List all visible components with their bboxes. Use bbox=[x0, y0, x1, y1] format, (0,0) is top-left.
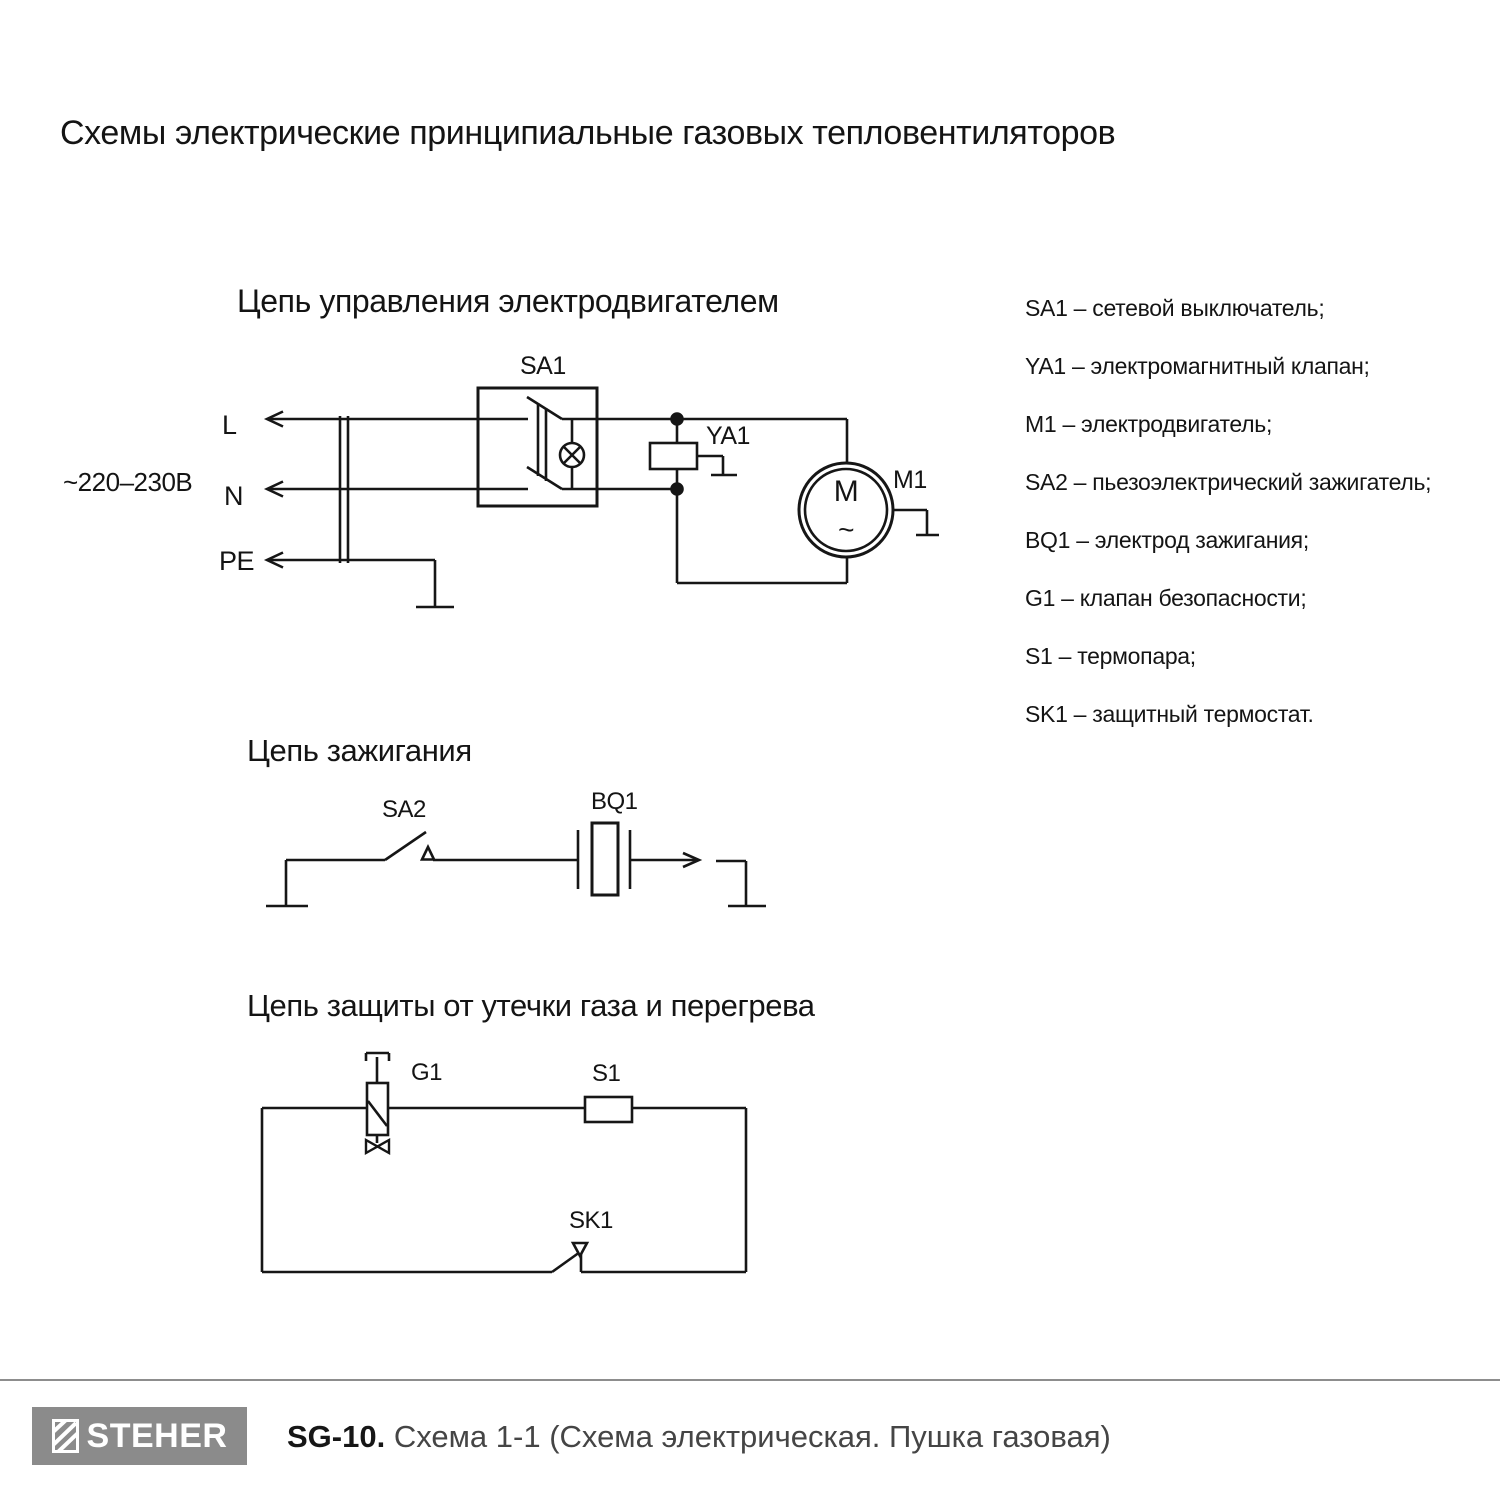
sa2-switch-symbol bbox=[385, 832, 434, 860]
legend-item-sk1: SK1 – защитный термостат. bbox=[1025, 701, 1314, 727]
right-ground-icon bbox=[716, 861, 766, 906]
ya1-label: YA1 bbox=[706, 422, 750, 450]
model-number: SG-10. bbox=[287, 1419, 386, 1454]
s1-thermocouple-symbol bbox=[585, 1097, 632, 1122]
bq1-piezo-symbol bbox=[578, 823, 630, 895]
footer-divider bbox=[0, 1379, 1500, 1381]
legend-item-s1: S1 – термопара; bbox=[1025, 643, 1196, 669]
g1-safety-valve-symbol bbox=[366, 1053, 389, 1153]
pe-ground-icon bbox=[416, 560, 454, 607]
ignition-circuit-title: Цепь зажигания bbox=[247, 733, 472, 768]
line-n-label: N bbox=[224, 481, 243, 511]
motor-letter: M bbox=[833, 475, 859, 508]
schema-description: Схема 1-1 (Схема электрическая. Пушка газовая) bbox=[393, 1419, 1111, 1454]
spark-arrow-icon bbox=[630, 853, 699, 867]
sk1-thermostat-symbol bbox=[552, 1243, 587, 1272]
motor-circuit-title: Цепь управления электродвигателем bbox=[237, 283, 779, 319]
bq1-label: BQ1 bbox=[591, 788, 638, 815]
sa1-label: SA1 bbox=[520, 352, 566, 380]
legend-item-sa2: SA2 – пьезоэлектрический зажигатель; bbox=[1025, 469, 1432, 495]
protection-circuit bbox=[262, 1053, 746, 1272]
voltage-label: ~220–230В bbox=[63, 467, 193, 497]
ignition-circuit bbox=[266, 823, 766, 906]
protection-loop bbox=[262, 1108, 746, 1272]
sa1-switch-symbol bbox=[478, 388, 847, 506]
legend-item-m1: M1 – электродвигатель; bbox=[1025, 411, 1273, 437]
brand-name: STEHER bbox=[86, 1417, 228, 1455]
protection-circuit-title: Цепь защиты от утечки газа и перегрева bbox=[247, 988, 815, 1023]
legend-item-g1: G1 – клапан безопасности; bbox=[1025, 585, 1307, 611]
motor-ac-sign: ~ bbox=[838, 514, 854, 545]
sk1-label: SK1 bbox=[569, 1207, 613, 1234]
schematic-labels bbox=[63, 352, 927, 1234]
left-ground-icon bbox=[266, 860, 308, 906]
line-pe-label: PE bbox=[219, 546, 255, 576]
supply-arrow-pe-icon bbox=[267, 553, 435, 568]
brand-logo bbox=[32, 1407, 247, 1465]
g1-label: G1 bbox=[411, 1059, 443, 1086]
supply-arrow-n-icon bbox=[267, 482, 528, 497]
motor-wiring bbox=[677, 419, 847, 583]
m1-label: M1 bbox=[893, 466, 927, 494]
legend-item-bq1: BQ1 – электрод зажигания; bbox=[1025, 527, 1309, 553]
legend-item-sa1: SA1 – сетевой выключатель; bbox=[1025, 295, 1325, 321]
s1-label: S1 bbox=[592, 1060, 621, 1087]
footer-caption bbox=[287, 1420, 1111, 1454]
line-l-label: L bbox=[222, 410, 237, 440]
brand-logo-icon bbox=[52, 1419, 79, 1453]
sa2-label: SA2 bbox=[382, 796, 426, 823]
page-title: Схемы электрические принципиальные газовых тепловентиляторов bbox=[60, 114, 1116, 152]
supply-arrow-l-icon bbox=[267, 412, 528, 427]
legend-item-ya1: YA1 – электромагнитный клапан; bbox=[1025, 353, 1370, 379]
